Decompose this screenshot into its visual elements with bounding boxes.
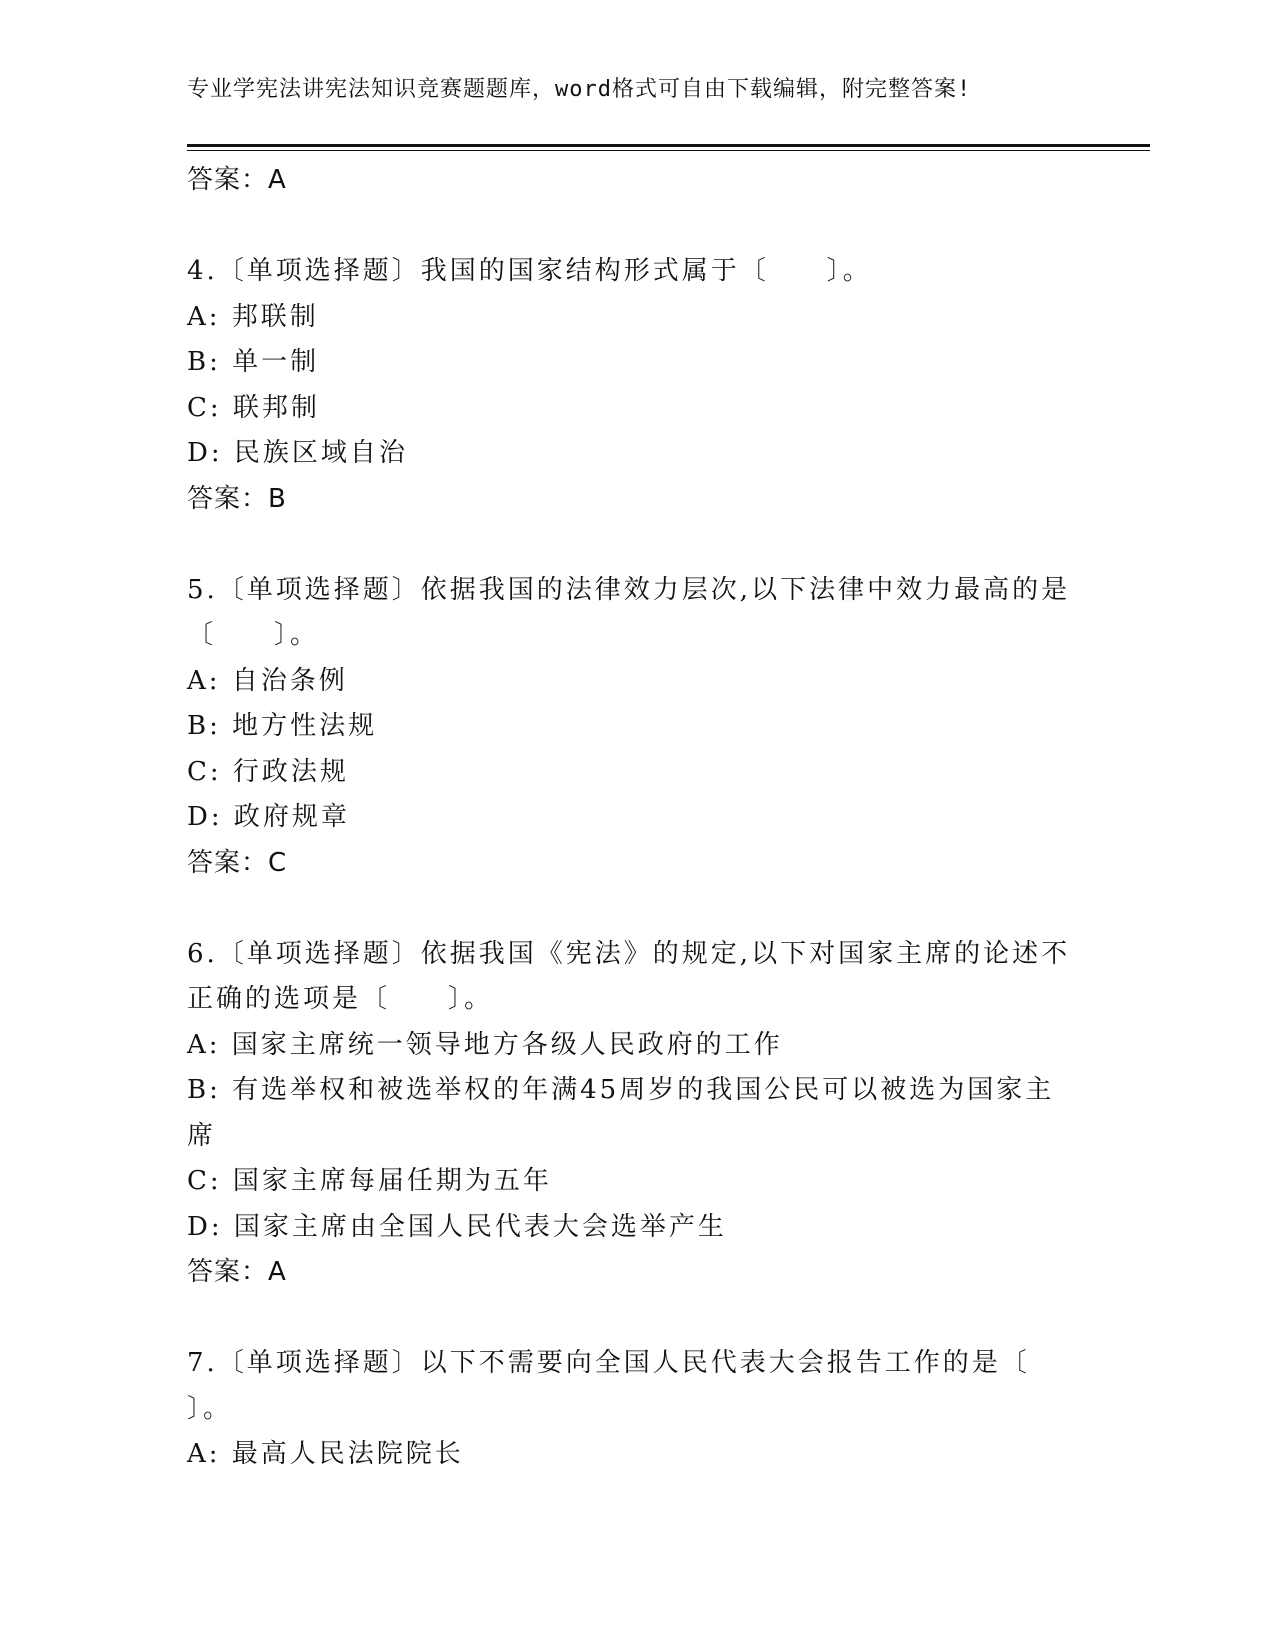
- option-b: B: 有选举权和被选举权的年满45周岁的我国公民可以被选为国家主: [187, 1075, 1055, 1105]
- answer-line: 答案：A: [187, 1257, 287, 1287]
- question-text: 4.〔单项选择题〕我国的国家结构形式属于〔 〕。: [187, 256, 872, 286]
- option-c: C: 联邦制: [187, 392, 320, 423]
- answer-line: 答案：C: [187, 847, 288, 878]
- header-divider: [187, 144, 1150, 147]
- question-list: [187, 158, 1087, 1478]
- option-a: A: 最高人民法院院长: [187, 1439, 464, 1469]
- option-b: B: 地方性法规: [187, 711, 378, 741]
- option-a: A: 自治条例: [187, 665, 348, 696]
- option-c: C: 行政法规: [187, 756, 349, 787]
- option-d: D: 政府规章: [187, 802, 350, 832]
- option-a: A: 邦联制: [187, 301, 319, 332]
- option-c: C: 国家主席每届任期为五年: [187, 1166, 552, 1196]
- question-text-cont: 正确的选项是〔 〕。: [187, 984, 494, 1014]
- answer-line: 答案：A: [187, 165, 287, 195]
- header-divider-thin: [187, 150, 1150, 151]
- question-text: 5.〔单项选择题〕依据我国的法律效力层次,以下法律中效力最高的是: [187, 574, 1071, 605]
- option-d: D: 国家主席由全国人民代表大会选举产生: [187, 1211, 727, 1242]
- question-block: [187, 249, 1087, 522]
- question-block: [187, 932, 1087, 1296]
- option-a: A: 国家主席统一领导地方各级人民政府的工作: [187, 1029, 783, 1060]
- question-text: 7.〔单项选择题〕以下不需要向全国人民代表大会报告工作的是〔: [187, 1348, 1030, 1378]
- option-b-cont: 席: [187, 1120, 217, 1151]
- question-block: [187, 1341, 1087, 1478]
- question-block: [187, 568, 1087, 887]
- answer-line: 答案：B: [187, 483, 287, 514]
- question-text-cont: 〔 〕。: [187, 620, 320, 650]
- page-header: 专业学宪法讲宪法知识竞赛题题库，word格式可自由下载编辑，附完整答案!: [187, 77, 972, 102]
- option-d: D: 民族区域自治: [187, 438, 408, 468]
- question-text: 6.〔单项选择题〕依据我国《宪法》的规定,以下对国家主席的论述不: [187, 938, 1071, 969]
- question-text-cont: 〕。: [187, 1393, 233, 1424]
- option-b: B: 单一制: [187, 347, 320, 377]
